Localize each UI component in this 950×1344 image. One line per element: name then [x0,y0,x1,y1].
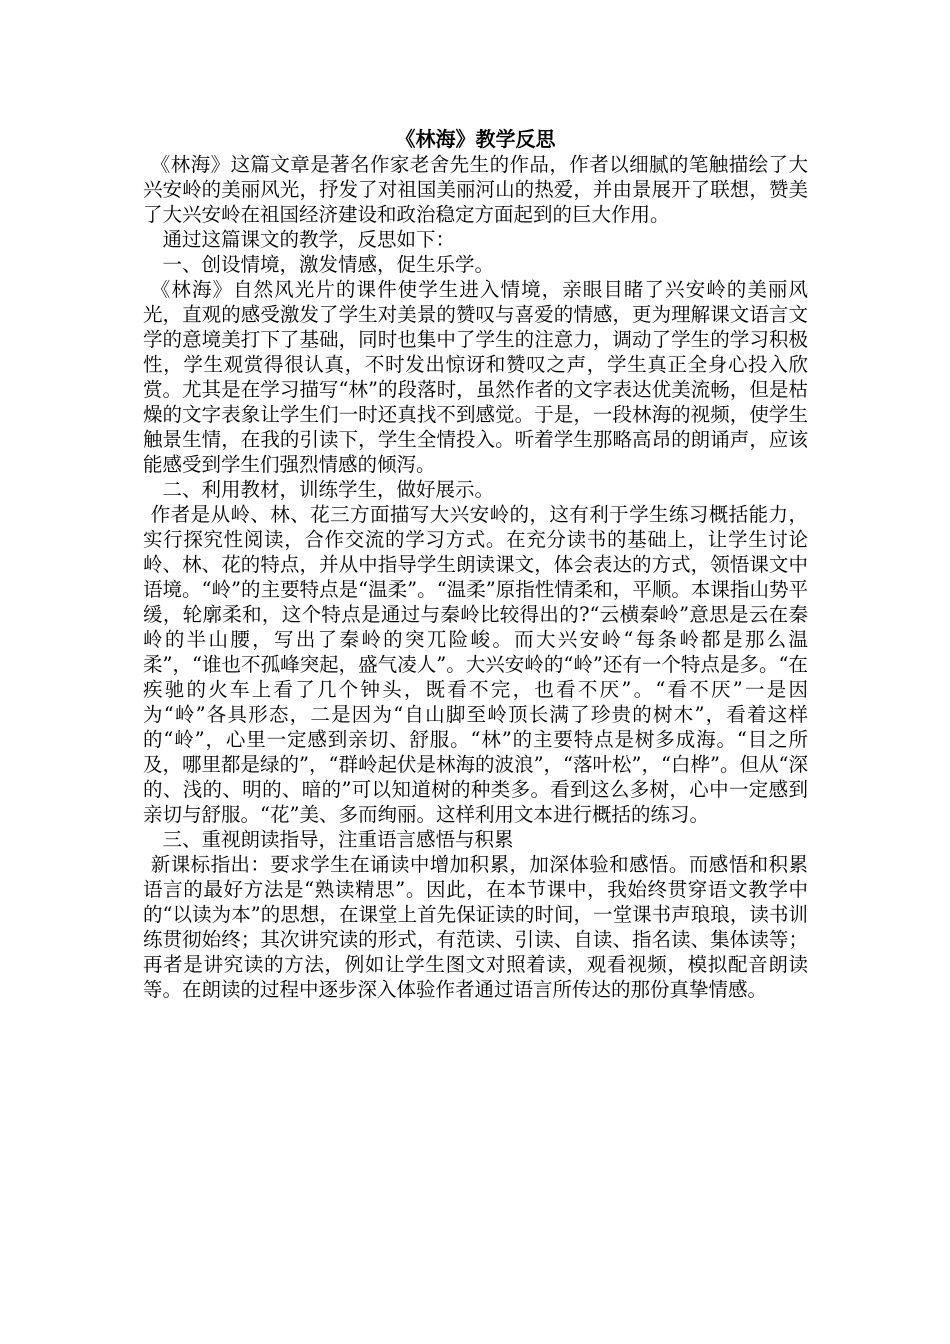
section-heading-2: 二、利用教材，训练学生，做好展示。 [162,478,495,501]
document-body [143,127,808,1002]
section-heading-1: 一、创设情境，激发情感，促生乐学。 [162,253,495,276]
paragraph-intro: 《林海》这篇文章是著名作家老舍先生的作品，作者以细腻的笔触描绘了大兴安岭的美丽风光，抒发了对祖国美丽河山的热爱，并由景展开了联想，赞美了大兴安岭在祖国经济建设和政治稳定方面起到的巨大作用。 [143,153,808,226]
paragraph-section-1: 《林海》自然风光片的课件使学生进入情境，亲眼目睹了兴安岭的美丽风光，直观的感受激发了学生对美景的赞叹与喜爱的情感，更为理解课文语言文学的意境美打下了基础，同时也集中了学生的注意力，调动了学生的学习积极性，学生观赏得很认真，不时发出惊讶和赞叹之声，学生真正全身心投入欣赏。尤其是在学习描写“林”的段落时，虽然作者的文字表达优美流畅，但是枯燥的文字表象让学生们一时还真找不到感觉。于是，一段林海的视频，使学生触景生情，在我的引读下，学生全情投入。听着学生那略高昂的朗诵声，应该能感受到学生们强烈情感的倾泻。 [143,278,808,476]
paragraph-section-3: 新课标指出：要求学生在诵读中增加积累，加深体验和感悟。而感悟和积累语言的最好方法是“熟读精思”。因此，在本节课中，我始终贯穿语文教学中的“以读为本”的思想，在课堂上首先保证读的时间，一堂课书声琅琅，读书训练贯彻始终；其次讲究读的形式，有范读、引读、自读、指名读、集体读等；再者是讲究读的方法，例如让学生图文对照着读，观看视频，模拟配音朗读等。在朗读的过程中逐步深入体验作者通过语言所传达的那份真挚情感。 [143,853,808,1001]
paragraph-reflection-lead: 通过这篇课文的教学，反思如下： [162,228,456,251]
document-title: 《林海》教学反思 [395,127,556,151]
paragraph-section-2: 作者是从岭、林、花三方面描写大兴安岭的，这有利于学生练习概括能力，实行探究性阅读，合作交流的学习方式。在充分读书的基础上，让学生讨论岭、林、花的特点，并从中指导学生朗读课文，体会表达的方式，领悟课文中语境。“岭”的主要特点是“温柔”。“温柔”原指性情柔和，平顺。本课指山势平缓，轮廓柔和，这个特点是通过与秦岭比较得出的?“云横秦岭”意思是云在秦岭的半山腰，写出了秦岭的突兀险峻。而大兴安岭“每条岭都是那么温柔”，“谁也不孤峰突起，盛气凌人”。大兴安岭的“岭”还有一个特点是多。“在疾驰的火车上看了几个钟头，既看不完，也看不厌”。“看不厌”一是因为“岭”各具形态，二是因为“自山脚至岭顶长满了珍贵的树木”，看着这样的“岭”，心里一定感到亲切、舒服。“林”的主要特点是树多成海。“目之所及，哪里都是绿的”，“群岭起伏是林海的波浪”，“落叶松”，“白桦”。但从“深的、浅的、明的、暗的”可以知道树的种类多。看到这么多树，心中一定感到亲切与舒服。“花”美、多而绚丽。这样利用文本进行概括的练习。 [143,503,808,826]
section-heading-3: 三、重视朗读指导，注重语言感悟与积累 [162,828,514,851]
